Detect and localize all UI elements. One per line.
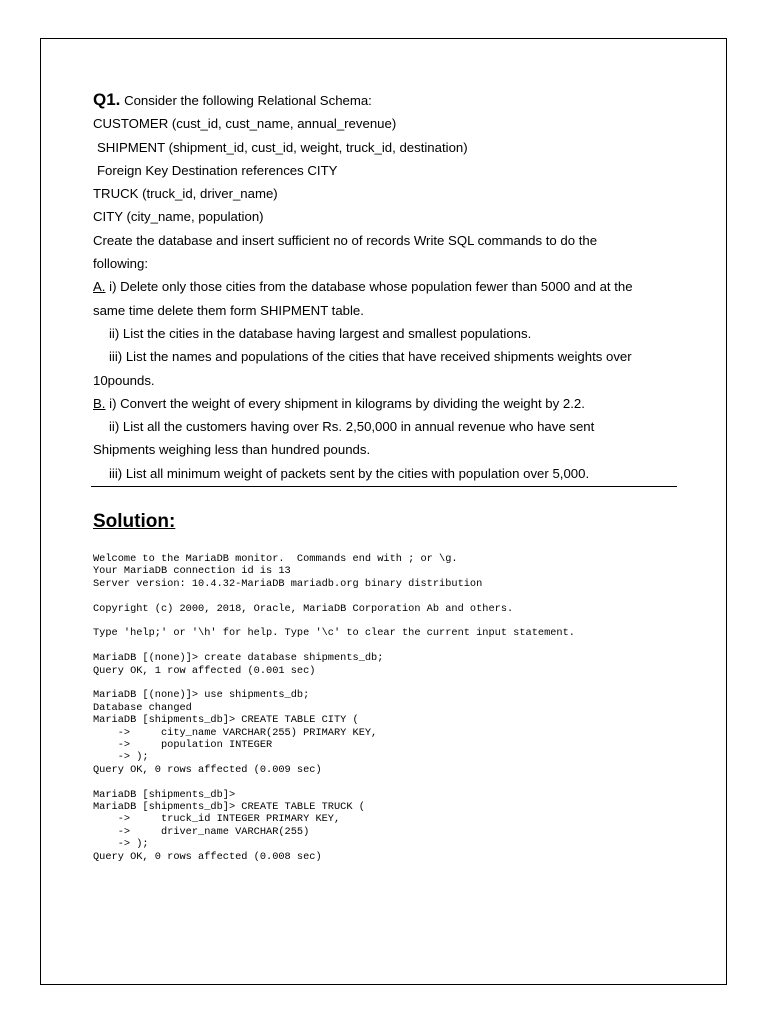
terminal-line: MariaDB [(none)]> use shipments_db; <box>93 689 310 702</box>
terminal-line: Server version: 10.4.32-MariaDB mariadb.org binary distribution <box>93 577 483 590</box>
part-b-ii-line-2: Shipments weighing less than hundred pounds. <box>93 442 371 458</box>
part-a-iii-line-1: iii) List the names and populations of the cities that have received shipments weights over <box>109 349 632 365</box>
terminal-line <box>93 615 693 627</box>
terminal-line: -> driver_name VARCHAR(255) <box>93 825 310 838</box>
part-a-iii-line-2: 10pounds. <box>93 372 155 388</box>
part-a-label: A. <box>93 279 106 295</box>
terminal-line <box>93 677 693 689</box>
terminal-line: Query OK, 0 rows affected (0.008 sec) <box>93 850 322 863</box>
terminal-line: MariaDB [(none)]> create database shipments_db; <box>93 652 384 665</box>
part-b-i <box>93 392 683 415</box>
terminal-output <box>93 553 693 863</box>
instruction-line-1: Create the database and insert sufficient no of records Write SQL commands to do the <box>93 232 598 248</box>
terminal-line <box>93 640 693 652</box>
terminal-line: -> ); <box>93 838 149 851</box>
terminal-line: Your MariaDB connection id is 13 <box>93 565 291 578</box>
part-b-i-text: i) Convert the weight of every shipment in kilograms by dividing the weight by 2.2. <box>109 395 585 411</box>
terminal-line: Copyright (c) 2000, 2018, Oracle, MariaDB Corporation Ab and others. <box>93 602 514 615</box>
terminal-line: -> ); <box>93 751 149 764</box>
part-b-label: B. <box>93 395 106 411</box>
part-a-i-line-1 <box>93 275 683 298</box>
question-number: Q1. <box>93 90 121 109</box>
terminal-line: -> city_name VARCHAR(255) PRIMARY KEY, <box>93 726 378 739</box>
terminal-line: MariaDB [shipments_db]> CREATE TABLE CITY ( <box>93 714 359 727</box>
schema-customer: CUSTOMER (cust_id, cust_name, annual_revenue) <box>93 116 397 132</box>
terminal-line: Welcome to the MariaDB monitor. Commands end with ; or \g. <box>93 553 458 565</box>
schema-truck: TRUCK (truck_id, driver_name) <box>93 186 278 202</box>
terminal-line: -> population INTEGER <box>93 739 273 752</box>
solution-heading: Solution: <box>93 511 176 532</box>
part-a-i-text: i) Delete only those cities from the database whose population fewer than 5000 and at the <box>109 279 633 295</box>
schema-foreign-key: Foreign Key Destination references CITY <box>97 162 338 178</box>
terminal-line <box>93 590 693 602</box>
part-a-ii: ii) List the cities in the database having largest and smallest populations. <box>109 325 532 341</box>
terminal-line: Database changed <box>93 701 192 714</box>
part-b-ii-line-1: ii) List all the customers having over Rs. 2,50,000 in annual revenue who have sent <box>109 419 595 435</box>
terminal-line: MariaDB [shipments_db]> <box>93 788 236 801</box>
question-block <box>93 88 683 485</box>
terminal-line: Query OK, 0 rows affected (0.009 sec) <box>93 763 322 776</box>
schema-shipment: SHIPMENT (shipment_id, cust_id, weight, truck_id, destination) <box>97 139 468 155</box>
schema-city: CITY (city_name, population) <box>93 209 264 225</box>
terminal-line: Type 'help;' or '\h' for help. Type '\c' to clear the current input statement. <box>93 627 575 640</box>
section-divider <box>91 486 677 487</box>
part-a-i-line-2: same time delete them form SHIPMENT table. <box>93 302 364 318</box>
instruction-line-2: following: <box>93 256 148 272</box>
terminal-line: MariaDB [shipments_db]> CREATE TABLE TRUCK ( <box>93 801 365 814</box>
question-intro: Consider the following Relational Schema: <box>124 93 372 108</box>
question-heading <box>93 88 683 112</box>
terminal-line <box>93 776 693 788</box>
terminal-line: -> truck_id INTEGER PRIMARY KEY, <box>93 813 341 826</box>
part-b-iii: iii) List all minimum weight of packets sent by the cities with population over 5,000. <box>109 465 590 481</box>
terminal-line: Query OK, 1 row affected (0.001 sec) <box>93 664 316 677</box>
